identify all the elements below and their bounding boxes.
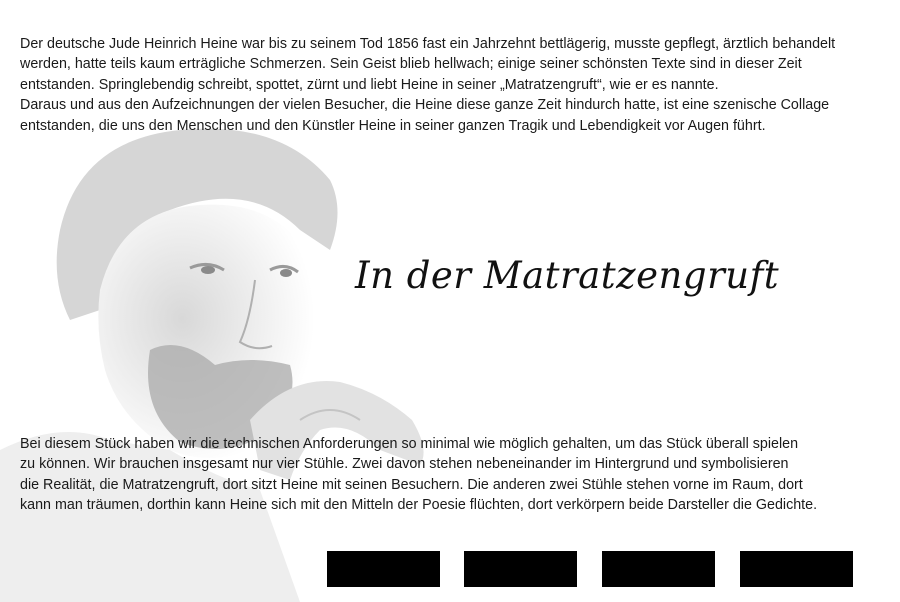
- portrait-image: [0, 120, 520, 602]
- intro-paragraph: [20, 34, 835, 136]
- intro-line: Der deutsche Jude Heinrich Heine war bis zu seinem Tod 1856 fast ein Jahrzehnt bettlägerig, musste gepflegt, ärztlich behandelt: [20, 36, 836, 52]
- nav-button-4[interactable]: [740, 551, 853, 587]
- tech-line: zu können. Wir brauchen insgesamt nur vier Stühle. Zwei davon stehen nebeneinander im Hintergrund und symbolisieren: [20, 456, 789, 473]
- intro-line: Daraus und aus den Aufzeichnungen der vielen Besucher, die Heine diese ganze Zeit hindurch hatte, ist eine szenische Collage: [20, 97, 830, 114]
- intro-line: werden, hatte teils kaum erträgliche Schmerzen. Sein Geist blieb hellwach; einige seiner schönsten Texte sind in dieser Zeit: [20, 56, 802, 73]
- nav-button-3[interactable]: [602, 551, 715, 587]
- technical-requirements-paragraph: [20, 434, 817, 516]
- intro-line: entstanden. Springlebendig schreibt, spottet, zürnt und liebt Heine in seiner „Matratzengruft“, wie er es nannte.: [20, 76, 719, 93]
- nav-button-2[interactable]: [464, 551, 577, 587]
- intro-line: entstanden, die uns den Menschen und den Künstler Heine in seiner ganzen Tragik und Lebendigkeit vor Augen führt.: [20, 117, 766, 134]
- tech-line: die Realität, die Matratzengruft, dort sitzt Heine mit seinen Besuchern. Die anderen zwei Stühle stehen vorne im Raum, dort: [20, 476, 803, 493]
- tech-line: kann man träumen, dorthin kann Heine sich mit den Mitteln der Poesie flüchten, dort verkörpern beide Darsteller die Gedichte.: [20, 497, 818, 514]
- page-title: In der Matratzengruft: [355, 254, 780, 297]
- tech-line: Bei diesem Stück haben wir die technischen Anforderungen so minimal wie möglich gehalten, um das Stück überall spielen: [20, 436, 799, 452]
- nav-button-1[interactable]: [327, 551, 440, 587]
